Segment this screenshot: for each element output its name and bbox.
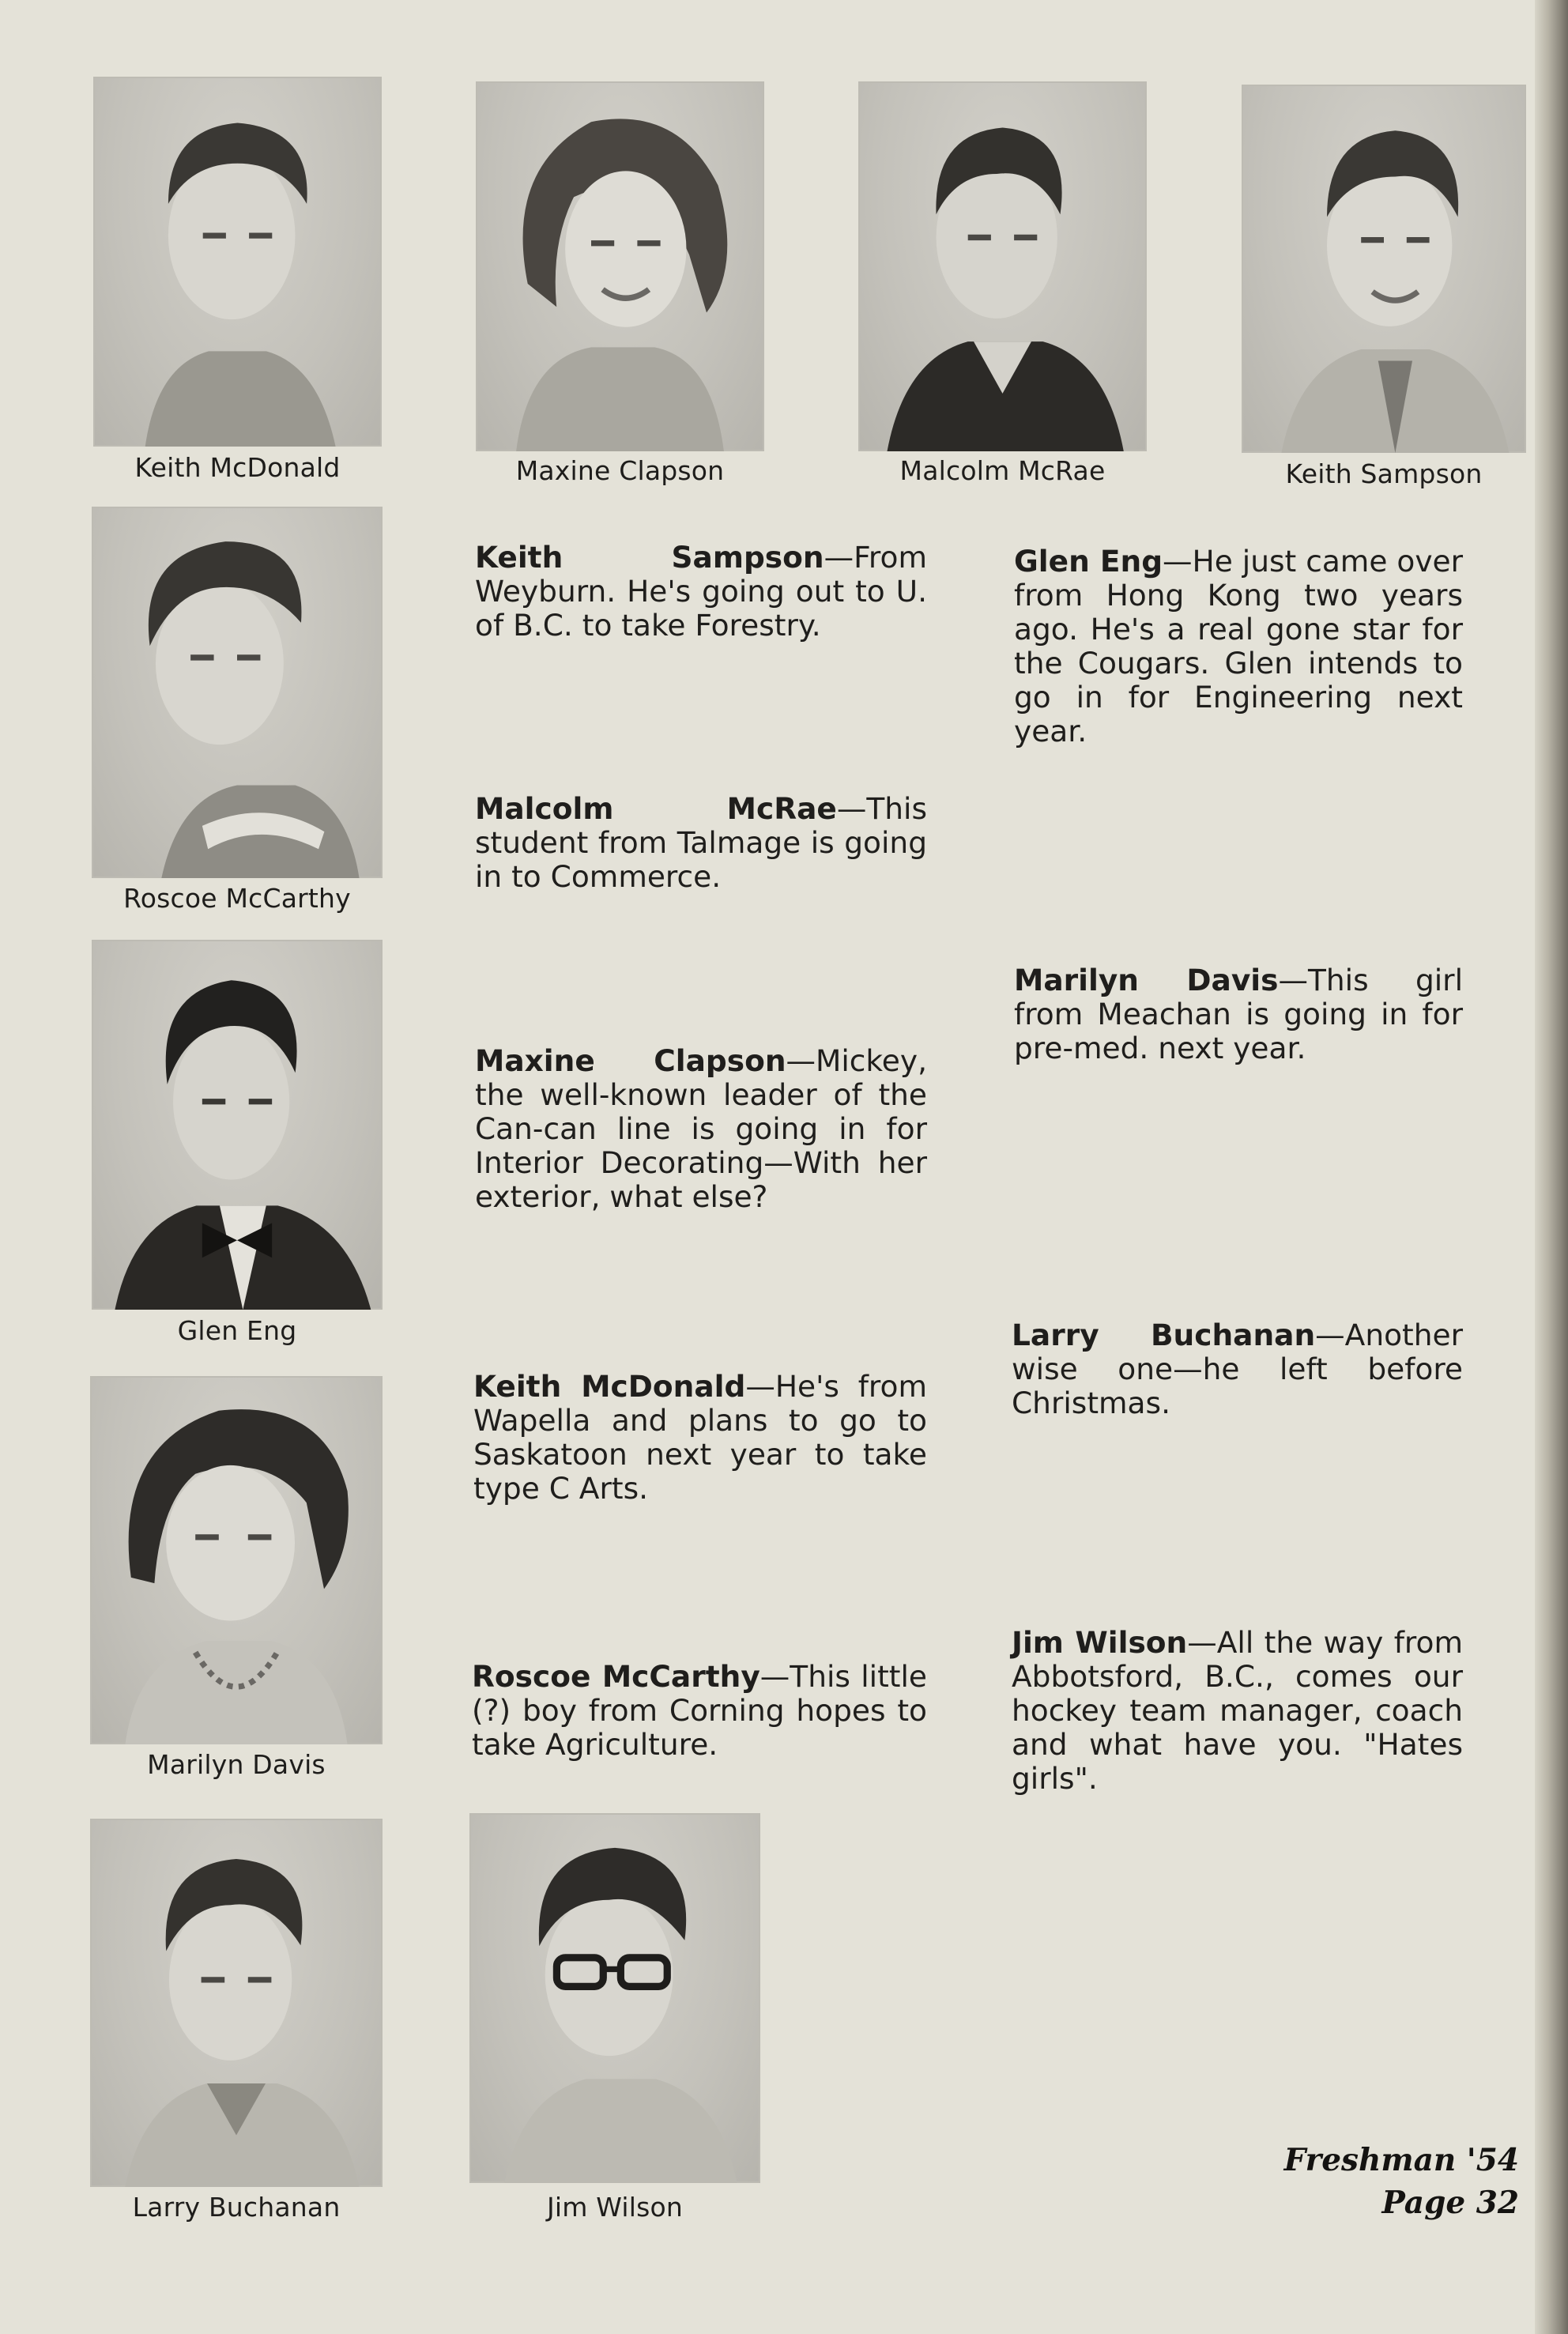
bio-glen-eng	[1014, 545, 1463, 748]
caption-glen-eng: Glen Eng	[177, 1315, 297, 1346]
bio-name: Glen Eng	[1014, 544, 1163, 579]
bio-jim-wilson	[1012, 1626, 1463, 1796]
bio-keith-mcdonald	[473, 1370, 927, 1506]
bio-text: —This girl from Meachan is going in for pre-med. next year.	[1014, 963, 1463, 1065]
caption-malcolm-mcrae: Malcolm McRae	[899, 455, 1106, 486]
bio-text: —This student from Talmage is going in to Commerce.	[475, 791, 927, 894]
bio-text: —All the way from Abbotsford, B.C., comes our hockey team manager, coach and what have you. "Hates girls".	[1012, 1625, 1464, 1796]
bio-name: Keith McDonald	[473, 1369, 746, 1404]
bio-text: —Another wise one—he left before Christmas.	[1012, 1318, 1463, 1420]
bio-name: Jim Wilson	[1012, 1625, 1188, 1660]
bio-text: —This little (?) boy from Corning hopes to take Agriculture.	[472, 1659, 927, 1762]
photo-keith-mcdonald	[93, 77, 382, 447]
bio-text: —Mickey, the well-known leader of the Can-can line is going in for Interior Decorating—With her exterior, what else?	[475, 1043, 927, 1214]
bio-larry-buchanan	[1012, 1318, 1463, 1420]
caption-keith-mcdonald: Keith McDonald	[134, 452, 341, 483]
caption-roscoe-mccarthy: Roscoe McCarthy	[123, 883, 351, 914]
photo-keith-sampson	[1242, 85, 1526, 453]
bio-name: Roscoe McCarthy	[472, 1659, 760, 1694]
caption-jim-wilson: Jim Wilson	[546, 2192, 684, 2223]
bio-marilyn-davis	[1014, 963, 1463, 1065]
photo-jim-wilson	[469, 1813, 760, 2183]
caption-keith-sampson: Keith Sampson	[1285, 458, 1483, 489]
caption-marilyn-davis: Marilyn Davis	[147, 1749, 326, 1780]
footer-page-number: Page 32	[1381, 2185, 1519, 2221]
bio-roscoe-mccarthy	[472, 1660, 927, 1762]
bio-keith-sampson	[475, 541, 927, 643]
photo-glen-eng	[92, 940, 383, 1310]
bio-text: —He just came over from Hong Kong two years ago. He's a real gone star for the Cougars. Glen intends to go in for Engineering next year.	[1014, 544, 1464, 748]
bio-name: Marilyn Davis	[1014, 963, 1279, 997]
bio-name: Keith Sampson	[475, 540, 824, 575]
bio-maxine-clapson	[475, 1044, 927, 1214]
caption-maxine-clapson: Maxine Clapson	[515, 455, 725, 486]
bio-name: Malcolm McRae	[475, 791, 837, 826]
photo-marilyn-davis	[90, 1376, 383, 1744]
photo-maxine-clapson	[476, 81, 764, 451]
bio-name: Larry Buchanan	[1012, 1318, 1316, 1352]
bio-name: Maxine Clapson	[475, 1043, 786, 1078]
bio-text: —From Weyburn. He's going out to U. of B.C. to take Forestry.	[475, 540, 927, 643]
photo-roscoe-mccarthy	[92, 507, 383, 878]
bio-text: —He's from Wapella and plans to go to Saskatoon next year to take type C Arts.	[473, 1369, 927, 1506]
photo-larry-buchanan	[90, 1819, 383, 2187]
caption-larry-buchanan: Larry Buchanan	[132, 2192, 341, 2223]
bio-malcolm-mcrae	[475, 792, 927, 894]
page-binding-edge	[1535, 0, 1568, 2334]
footer-yearbook-title: Freshman '54	[1283, 2142, 1519, 2178]
photo-malcolm-mcrae	[858, 81, 1147, 451]
